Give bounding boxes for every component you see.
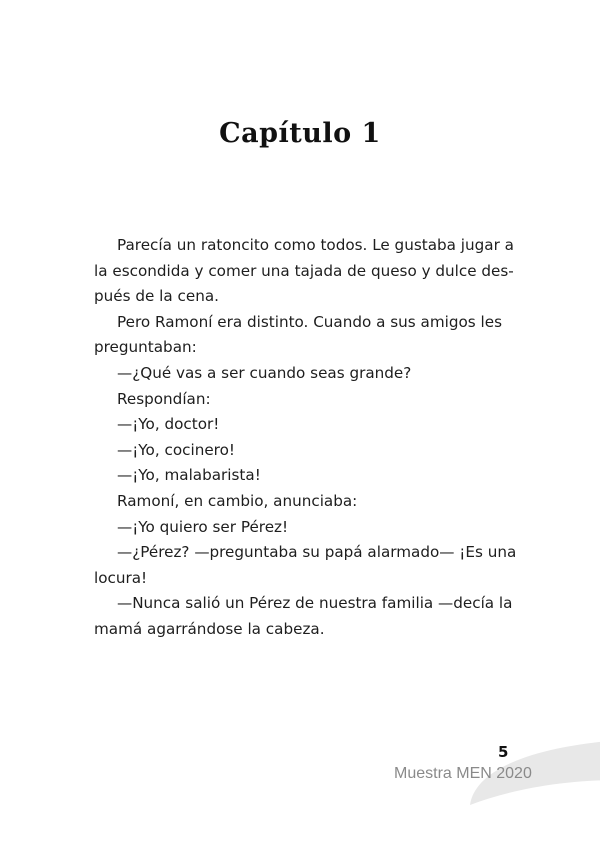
text-line: preguntaban: [94, 338, 197, 357]
dialogue-line: —¿Qué vas a ser cuando seas grande? [117, 363, 412, 382]
text-line: Respondían: [117, 389, 211, 408]
text-line: la escondida y comer una tajada de queso y dulce des- [94, 261, 514, 280]
page-number: 5 [498, 743, 509, 761]
text-line: pués de la cena. [94, 287, 219, 306]
dialogue-line: —¿Pérez? —preguntaba su papá alarmado— ¡Es una [117, 543, 517, 562]
chapter-title: Capítulo 1 [219, 118, 381, 149]
dialogue-line: —¡Yo, cocinero! [117, 440, 235, 459]
dialogue-line: —Nunca salió un Pérez de nuestra familia —decía la [117, 594, 513, 613]
dialogue-line: mamá agarrándose la cabeza. [94, 619, 325, 638]
chapter-body [94, 233, 524, 643]
dialogue-line: —¡Yo, doctor! [117, 415, 220, 434]
dialogue-line: —¡Yo, malabarista! [117, 466, 261, 485]
dialogue-line: locura! [94, 568, 148, 587]
text-line: Pero Ramoní era distinto. Cuando a sus amigos les [117, 312, 503, 331]
watermark-text: Muestra MEN 2020 [394, 765, 532, 782]
text-line: Ramoní, en cambio, anunciaba: [117, 491, 358, 510]
text-line: Parecía un ratoncito como todos. Le gustaba jugar a [117, 236, 514, 254]
dialogue-line: —¡Yo quiero ser Pérez! [117, 517, 289, 536]
